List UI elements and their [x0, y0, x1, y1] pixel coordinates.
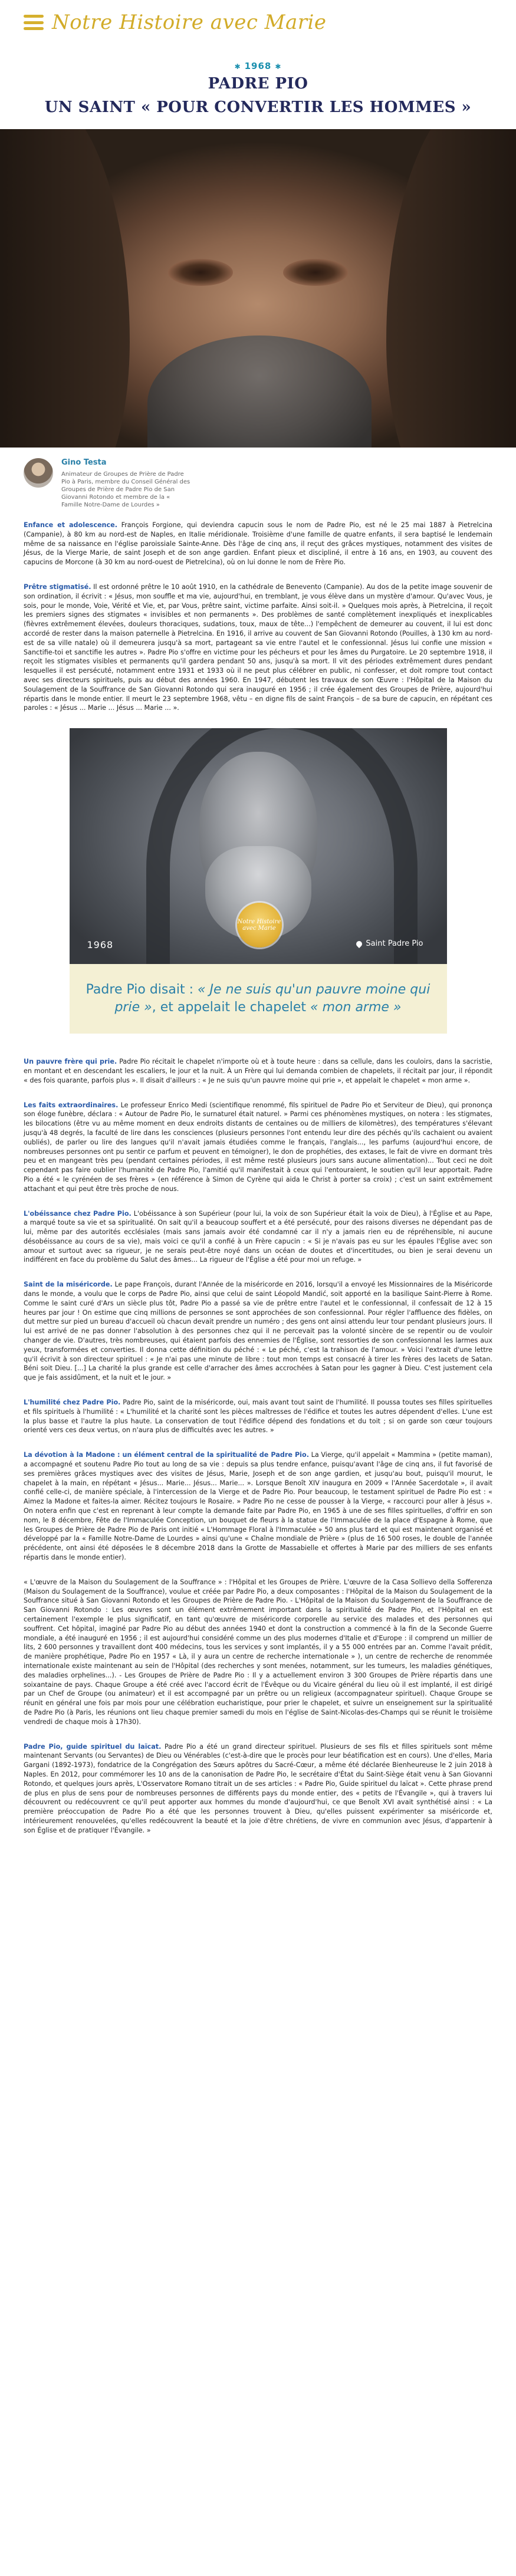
paragraph-text: La Vierge, qu'il appelait « Mammina » (petite maman), a accompagné et soutenu Padre Pio tout au long de sa vie : depuis sa plus tendre enfance, puisqu'avant l'âge de cinq ans, il fut favorisé de ses premières grâces mystiques avec des visites de Jésus, Marie, Joseph et de son ange gardien, et jusqu'au bout, puisqu'il mourut, le chapelet à la main, en répétant « Jésus... Marie... Jésus... Marie... ». Lorsque Benoît XIV inaugura en 2009 « l'Année Sacerdotale », il avait confié celle-ci, de manière spéciale, à l'intercession de la Vierge et de Padre Pio. Pour beaucoup, le testament spirituel de Padre Pio est : « Aimez la Madone et faites-la aimer. Récitez toujours le Rosaire. » Padre Pio ne cesse de pousser à la Vierge, « raccourci pour aller à Jésus ». On notera enfin que c'est en reprenant à leur compte la demande faite par Padre Pio, en 1965 à une de ses filles spirituelles, d'offrir en son nom, le 8 décembre, Fête de l'Immaculée Conception, un bouquet de fleurs à la statue de l'Immaculée de la place d'Espagne à Rome, que les Groupes de Prière de Padre Pio de Paris ont initié « L'Hommage Floral à l'Immaculée » 50 ans plus tard et qui est maintenant organisé et développé par la « Famille Notre-Dame de Lourdes » ainsi qu'une « Chaîne mondiale de Prière » (plus de 16 500 roses, le double de l'année précédente, ont ainsi été déposées le 8 décembre 2018 dans la Grotte de Massabielle et offertes à Marie par des milliers de ses enfants répartis dans le monde entier).: [24, 1451, 493, 1561]
paragraph-lead: Saint de la miséricorde.: [24, 1281, 113, 1289]
paragraph-text: L'obéissance à son Supérieur (pour lui, la voix de son Supérieur était la voix de Dieu), à l'Église et au Pape, a marqué toute sa vie et sa spiritualité. On sait qu'il a beaucoup souffert et a été persécuté, pour des raisons diverses ne dépendant pas de lui, même par des autorités ecclésiales (mais sans jamais avoir été condamné car il n'y a jamais rien eu de répréhensible, ni aucune désobéissance au cours de sa vie), mais voici ce qu'il a confié à un Frère capucin : « Si je n'avais pas eu sur les épaules l'Église avec son amour et surtout avec sa rigueur, je ne serais peut-être noyé dans un océan de doutes et d'incertitudes, ou bien je serai devenu un indifférent en face du problème du Salut des âmes... La rigueur de l'Église a été pour moi un refuge. »: [24, 1209, 492, 1264]
article-body: [0, 509, 516, 1835]
paragraph-lead: Prêtre stigmatisé.: [24, 583, 91, 591]
author-name: Gino Testa: [61, 458, 107, 467]
hero-portrait-image: [0, 129, 516, 448]
paragraph: [24, 1450, 492, 1562]
paragraph-lead: L'obéissance chez Padre Pio.: [24, 1209, 132, 1218]
author-block: [0, 448, 516, 509]
star-icon: ✱: [234, 62, 241, 71]
author-avatar: [24, 458, 53, 488]
paragraph-text: « L'œuvre de la Maison du Soulagement de la Souffrance » : l'Hôpital et les Groupes de Prière. L'œuvre de la Casa Sollievo della Sofferenza (Maison du Soulagement de la Souffrance), voulue et créée par Padre Pio, a deux composantes : l'Hôpital de la Maison du Soulagement de la Souffrance situé à San Giovanni Rotondo et les Groupes de Prière de Padre Pio. - L'Hôpital de la Maison du Soulagement de la Souffrance de San Giovanni Rotondo : Les œuvres sont un élément extrêmement important dans la spiritualité de Padre Pio, et l'Hôpital en est certainement l'exemple le plus significatif, en tant qu'œuvre de miséricorde corporelle au service des malades et des personnes qui souffrent. Cet hôpital, imaginé par Padre Pio au début des années 1940 et dont la construction a commencé à la fin de la Seconde Guerre mondiale, a été inauguré en 1956 ; il est aujourd'hui considéré comme un des plus modernes d'Italie et d'Europe : il comprend un millier de lits, 2 600 personnes y travaillent dont 400 médecins, tous les services y sont implantés, il y a 55 000 entrées par an. Comme l'avait prédit, de manière prophétique, Padre Pio en 1957 « Là, il y aura un centre de recherche internationale » ), un centre de recherche de renommée internationale existe maintenant au sein de l'Hôpital (des recherches y sont menées, notamment, sur les tumeurs, les maladies génétiques, des maladies orphelines...). - Les Groupes de Prière de Padre Pio : Il y a actuellement environ 3 300 Groupes de Prière répartis dans une soixantaine de pays. Chaque Groupe a été créé avec l'accord écrit de l'Évêque ou du Vicaire général du lieu où il est implanté, il est dirigé par un Chef de Groupe (ou animateur) et il est accompagné par un prêtre ou un religieux (accompagnateur spirituel). Chaque Groupe se réunit en général une fois par mois pour une célébration eucharistique, pour prier le chapelet, et suivre un enseignement sur la spiritualité de Padre Pio (à Paris, les réunions ont lieu chaque premier samedi du mois en l'église de Saint-Nicolas-des-Champs qui se réunit le troisième vendredi de chaque mois à 17h30).: [24, 1578, 492, 1726]
paragraph: [24, 1101, 492, 1194]
page-subtitle: UN SAINT « POUR CONVERTIR LES HOMMES »: [44, 98, 472, 116]
year-label: 1968: [244, 61, 272, 71]
paragraph-lead: La dévotion à la Madone : un élément central de la spiritualité de Padre Pio.: [24, 1451, 309, 1459]
figure-name-label: Saint Padre Pio: [366, 939, 423, 949]
year-tag: [0, 60, 516, 71]
pin-icon: [355, 940, 363, 948]
page-title: PADRE PIO: [208, 75, 308, 93]
quote-middle: , et appelait le chapelet: [152, 1000, 311, 1015]
padre-pio-illustration: [70, 728, 447, 1034]
figure-caption-name: [356, 939, 423, 948]
paragraph-text: Padre Pio a été un grand directeur spirituel. Plusieurs de ses fils et filles spirituels sont même maintenant Servants (ou Servantes) de Dieu ou Vénérables (c'est-à-dire que le procès pour leur béatification est en cours). Une d'elles, Maria Gargani (1892-1973), fondatrice de la Congrégation des Sœurs apôtres du Sacré-Cœur, a même été déclarée Bienheureuse le 2 juin 2018 à Naples. En 2012, pour commémorer les 10 ans de la canonisation de Padre Pio, le secrétaire d'État du Saint-Siège était venu à San Giovanni Rotondo, et quelques jours après, L'Osservatore Romano titrait un de ses articles : « Padre Pio, Guide spirituel du laïcat ». Cette phrase prend de plus en plus de sens pour de nombreuses personnes de différents pays du monde entier, des « petits de l'Évangile », qui à travers lui découvrent ou redécouvrent ce qu'il peut apporter aux hommes du monde d'aujourd'hui, ce que Benoît XVI avait synthétisé ainsi : « La première préoccupation de Padre Pio a été que les personnes trouvent à Dieu, qu'elles puissent expérimenter sa miséricorde et, intérieurement renouvelées, qu'elles redécouvrent la beauté et la joie d'être chrétiens, de vivre en communion avec Jésus, d'appartenir à son Église et de pratiquer l'Évangile. »: [24, 1742, 493, 1834]
paragraph-text: Padre Pio, saint de la miséricorde, oui, mais avant tout saint de l'humilité. Il poussa toutes ses filles spirituelles et fils spirituels à l'humilité : « L'humilité et la charité sont les pièces maîtresses de l'édifice et toutes les autres dépendent d'elles. L'une est la plus basse et l'autre la plus haute. La conservation de tout l'édifice dépend des fondations et du toit ; si on garde son cœur toujours orienté vers ces deux vertus, on n'aura plus de difficultés avec les autres. »: [24, 1399, 493, 1435]
paragraph-text: François Forgione, qui deviendra capucin sous le nom de Padre Pio, est né le 25 mai 1887 à Pietrelcina (Campanie), à 80 km au nord-est de Naples, en Italie méridionale. Troisième d'une famille de quatre enfants, il sera baptisé le lendemain même de sa naissance en l'église paroissiale Sainte-Anne. Dès l'âge de cinq ans, il reçut des grâces mystiques, notamment des visites de Jésus, de la Vierge Marie, de saint Joseph et de son ange gardien. Enfant pieux et discipliné, il entre à 16 ans, en 1903, au couvent des capucins de Morcone (à 30 km au nord-ouest de Pietrelcina), où on lui donne le nom de Frère Pio.: [24, 521, 492, 567]
paragraph: [24, 1280, 492, 1383]
figure-year: 1968: [87, 939, 114, 951]
menu-icon[interactable]: [24, 15, 44, 30]
paragraph: [24, 1742, 492, 1835]
paragraph-text: Le professeur Enrico Medi (scientifique renommé, fils spirituel de Padre Pio et Serviteur de Dieu), qui prononça son éloge funèbre, déclara : « Autour de Padre Pio, le surnaturel était naturel. » Parmi ces phénomènes mystiques, on notera : les stigmates, les bilocations (être vu au même moment en deux endroits distants de centaines ou de milliers de kilomètres), des températures s'élevant jusqu'à 48 degrés, la faculté de lire dans les consciences (plusieurs personnes l'ont entendu leur dire des péchés qu'ils cachaient ou avaient oubliés), de parler ou lire des langues qu'il n'avait jamais étudiées comme le français, l'anglais..., les parfums (aujourd'hui encore, de nombreuses personnes ont pu sentir ce parfum et peuvent en témoigner), le don de prophéties, des extases, le fait de vivre en dormant très peu et en mangeant très peu (pendant certaines périodes, il est même resté plusieurs jours sans aucune alimentation)... Tout ceci ne doit cependant pas faire oublier l'humanité de Padre Pio, l'amitié qu'il manifestait à ceux qui l'entouraient, le soutien qu'il leur apportait. Padre Pio a été « le cyrénéen de ses frères » (en référence à Simon de Cyrène qui aida le Christ à porter sa croix) ; c'est un saint extrêmement attachant et qui peut être très proche de nous.: [24, 1101, 492, 1193]
paragraph: [24, 1398, 492, 1435]
site-brand[interactable]: Notre Histoire avec Marie: [52, 11, 327, 34]
quote-banner: [70, 964, 447, 1034]
quote-italic-2: « mon arme »: [310, 1000, 402, 1015]
author-bio: Animateur de Groupes de Prière de Padre Pio à Paris, membre du Conseil Général des Groupes de Prière de Padre Pio de San Giovanni Rotondo et membre de la « Famille Notre-Dame de Lourdes »: [61, 471, 190, 508]
quote-italic-1: « Je ne suis qu'un pauvre moine qui prie »: [114, 982, 430, 1015]
paragraph: [24, 1578, 492, 1727]
star-icon: ✱: [275, 62, 282, 71]
paragraph-lead: Les faits extraordinaires.: [24, 1101, 119, 1109]
paragraph: [24, 1209, 492, 1265]
paragraph: [24, 1057, 492, 1085]
paragraph: [24, 521, 492, 567]
paragraph-text: Le pape François, durant l'Année de la miséricorde en 2016, lorsqu'il a envoyé les Missionnaires de la Miséricorde dans le monde, a voulu que le corps de Padre Pio, ainsi que celui de saint Léopold Mandić, soit apporté en la basilique Saint-Pierre à Rome. Comme le saint curé d'Ars un siècle plus tôt, Padre Pio a passé sa vie de prêtre entre l'autel et le confessionnal, il confessait de 12 à 15 heures par jour ! On estime que cinq millions de personnes se sont approchées de son confessionnal. Pour régler l'affluence des fidèles, on dut mettre sur pied un bureau d'accueil où chacun devait prendre un numéro ; des gens ont ainsi attendu leur tour pendant plusieurs jours. Il lui est arrivé de ne pas donner l'absolution à des personnes chez qui il ne percevait pas la volonté sincère de se repentir ou de vouloir changer de vie. D'autres, très nombreuses, qui étaient parfois des ennemies de l'Église, sont ressorties de son confessionnal les larmes aux yeux, transformées et converties. Il donna cette définition du péché : « Le péché, c'est la trahison de l'amour. » Voici l'extrait d'une lettre qu'il écrivit à son directeur spirituel : « Je n'ai pas une minute de libre : tout mon temps est consacré à tirer les frères des lacets de Satan. Béni soit Dieu. [...] La charité la plus grande est celle d'arracher des âmes accrochées à Satan pour les gagner à Dieu. C'est justement cela que je fais assidûment, et la nuit et le jour. »: [24, 1281, 492, 1382]
paragraph-text: Il est ordonné prêtre le 10 août 1910, en la cathédrale de Benevento (Campanie). Au dos de la petite image souvenir de son ordination, il écrivit : « Jésus, mon souffle et ma vie, aujourd'hui, en tremblant, je vous élève dans un mystère d'amour. Qu'avec Vous, je sois, pour le monde, Voie, Vérité et Vie, et, par Vous, prêtre saint, victime parfaite. Ainsi soit-il. » Quelques mois après, à Pietrelcina, il reçoit les premiers signes des stigmates « invisibles et non permanents ». Des problèmes de santé complètement inexpliqués et inexplicables (fièvres extrêmement élevées, douleurs thoraciques, sudations, toux, maux de tête...) l'empêchent de demeurer au couvent, il lui est donc accordé de rester dans la maison paternelle à Pietrelcina. En 1916, il arrive au couvent de San Giovanni Rotondo (Pouilles, à 130 km au nord-est de sa ville natale) où il demeurera jusqu'à sa mort, partageant sa vie entre l'autel et le confessionnal. Jésus lui confie une mission « Sanctifie-toi et sanctifie les autres ». Padre Pio s'offre en victime pour les pécheurs et pour les âmes du Purgatoire. Le 20 septembre 1918, il reçoit les stigmates visibles et permanents qu'il gardera pendant 50 ans, jusqu'à sa mort. Il vit des périodes extrêmement dures pendant lesquelles il est persécuté, notamment entre 1931 et 1933 où il ne peut plus célébrer en public, ni confesser, et doit rompre tout contact avec ses directeurs spirituels, puis au début des années 1960. En 1947, débutent les travaux de son Œuvre : l'Hôpital de la Maison du Soulagement de la Souffrance de San Giovanni Rotondo qui sera inauguré en 1956 ; il crée également des Groupes de Prière, aujourd'hui répartis dans le monde entier. Il meurt le 23 septembre 1968, vêtu – en digne fils de saint François – de sa bure de capucin, en répétant ces paroles : « Jésus ... Marie ... Jésus ... Marie ... ».: [24, 583, 492, 712]
brand-badge: Notre Histoire avec Marie: [237, 903, 282, 948]
paragraph-lead: Un pauvre frère qui prie.: [24, 1058, 117, 1066]
paragraph-text: Padre Pio récitait le chapelet n'importe où et à toute heure : dans sa cellule, dans les couloirs, dans la sacristie, en montant et en descendant les escaliers, le jour et la nuit. À un Frère qui lui demanda combien de chapelets, il récitait par jour, il répondit « des fois quarante, parfois plus ». Il disait d'ailleurs : « Je ne suis qu'un pauvre moine qui prie », et appelait le chapelet « mon arme ».: [24, 1058, 492, 1084]
paragraph-lead: L'humilité chez Padre Pio.: [24, 1399, 121, 1407]
quote-start: Padre Pio disait :: [86, 982, 198, 998]
paragraph-lead: Padre Pio, guide spirituel du laïcat.: [24, 1742, 162, 1751]
paragraph-lead: Enfance et adolescence.: [24, 521, 117, 529]
paragraph: [24, 583, 492, 713]
masthead: [0, 0, 516, 37]
